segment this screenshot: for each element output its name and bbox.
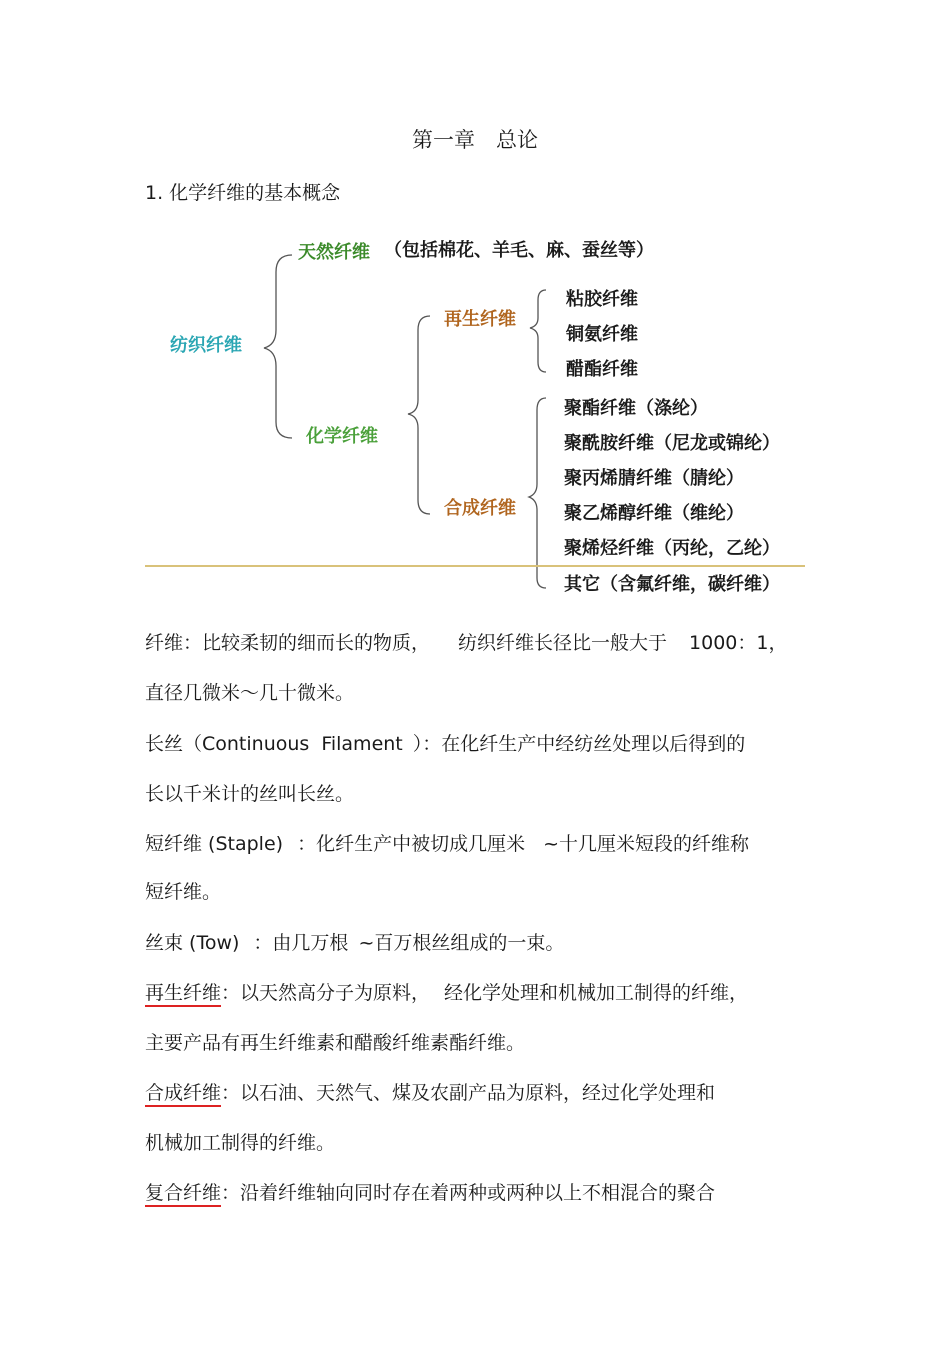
- paragraph-composite-line1: [145, 1178, 715, 1205]
- regenerated-item: 醋酯纤维: [566, 359, 638, 380]
- text: ~十几厘米短段的纤维称: [543, 833, 749, 855]
- node-natural: 天然纤维: [298, 242, 370, 263]
- paragraph-staple-line2: 短纤维。: [145, 881, 222, 903]
- paragraph-synthetic-line1: [145, 1078, 715, 1105]
- synthetic-item: 聚丙烯腈纤维（腈纶）: [564, 468, 744, 489]
- text: ：由几万根: [253, 932, 349, 954]
- text: ：以石油、天然气、煤及农副产品为原料，经过化学处理和: [221, 1082, 716, 1104]
- synthetic-item: 聚乙烯醇纤维（维纶）: [564, 503, 744, 524]
- synthetic-item: 聚烯烃纤维（丙纶，乙纶）: [564, 538, 780, 559]
- text: 经化学处理和机械加工制得的纤维，: [444, 982, 749, 1004]
- text: 纤维：比较柔韧的细而长的物质，: [145, 632, 431, 654]
- text: ）：在化纤生产中经纺丝处理以后得到的: [412, 733, 746, 755]
- text: ：化纤生产中被切成几厘米: [297, 833, 526, 855]
- brace-synthetic: [529, 398, 546, 588]
- brace-chemical: [408, 316, 430, 514]
- paragraph-fiber-line2: 直径几微米～几十微米。: [145, 682, 355, 704]
- text: ~百万根丝组成的一束。: [358, 932, 565, 954]
- text: 丝束 (Tow): [145, 932, 240, 954]
- brace-regenerated: [530, 290, 546, 372]
- paragraph-synthetic-line2: 机械加工制得的纤维。: [145, 1132, 336, 1154]
- brace-root: [264, 255, 292, 438]
- text: 短纤维 (Staple): [145, 833, 284, 855]
- fiber-classification-diagram: [0, 0, 950, 620]
- node-synthetic: 合成纤维: [444, 498, 516, 519]
- regenerated-item: 铜氨纤维: [566, 324, 638, 345]
- node-regenerated: 再生纤维: [444, 309, 516, 330]
- paragraph-filament-line1: [145, 729, 745, 756]
- text: 长丝（Continuous: [145, 733, 310, 755]
- paragraph-tow: [145, 928, 564, 955]
- term-composite: 复合纤维: [145, 1182, 221, 1207]
- paragraph-regenerated-line2: 主要产品有再生纤维素和醋酸纤维素酯纤维。: [145, 1032, 526, 1054]
- paragraph-staple-line1: [145, 829, 749, 856]
- node-root: 纺织纤维: [170, 335, 242, 356]
- text: ：以天然高分子为原料，: [221, 982, 431, 1004]
- term-regenerated: 再生纤维: [145, 982, 221, 1007]
- regenerated-item: 粘胶纤维: [566, 289, 638, 310]
- text: Filament: [321, 733, 403, 755]
- text: ：沿着纤维轴向同时存在着两种或两种以上不相混合的聚合: [221, 1182, 716, 1204]
- synthetic-item: 聚酰胺纤维（尼龙或锦纶）: [564, 433, 780, 454]
- synthetic-item: 聚酯纤维（涤纶）: [564, 398, 708, 419]
- synthetic-item: 其它（含氟纤维，碳纤维）: [564, 574, 780, 595]
- term-synthetic: 合成纤维: [145, 1082, 221, 1107]
- paragraph-fiber-line1: [145, 628, 787, 655]
- chapter-title: 第一章 总论: [412, 128, 538, 152]
- section-heading: 1. 化学纤维的基本概念: [145, 182, 341, 204]
- text: 纺织纤维长径比一般大于: [458, 632, 668, 654]
- paragraph-regenerated-line1: [145, 978, 748, 1005]
- text: 1000：1，: [689, 632, 788, 654]
- node-natural-note: （包括棉花、羊毛、麻、蚕丝等）: [384, 240, 654, 261]
- node-chemical: 化学纤维: [306, 426, 378, 447]
- paragraph-filament-line2: 长以千米计的丝叫长丝。: [145, 783, 355, 805]
